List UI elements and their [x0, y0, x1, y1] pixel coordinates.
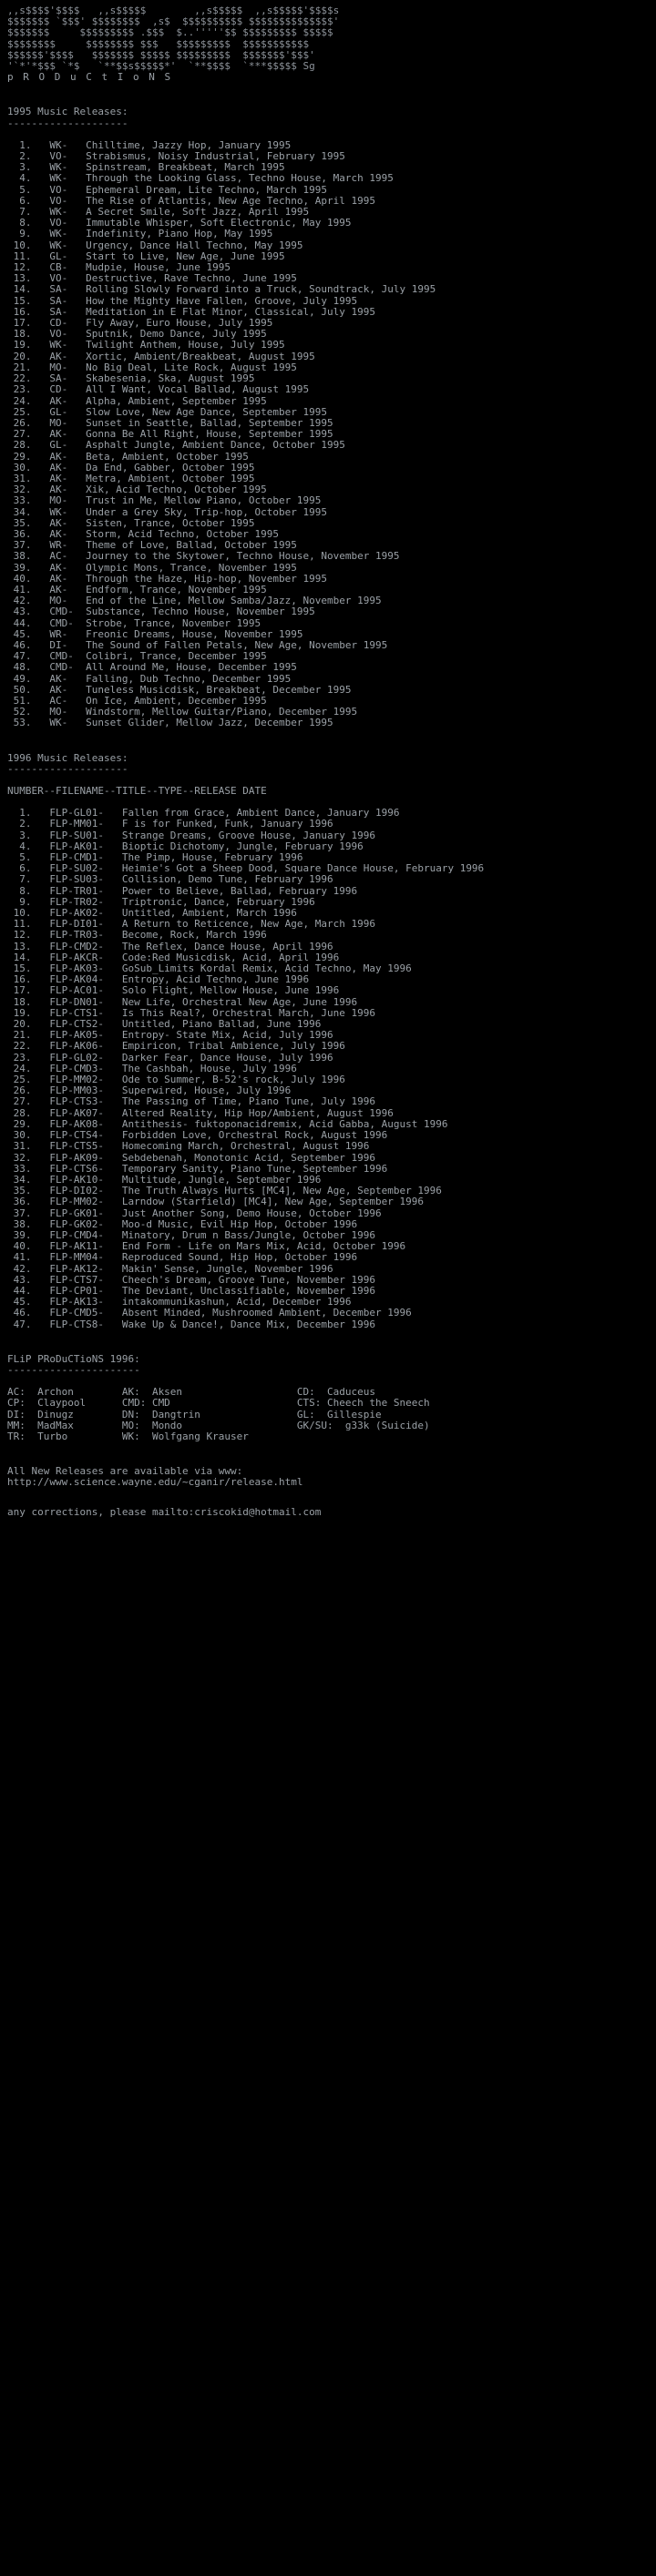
- list-item: 43. CMD- Substance, Techno House, November 1995: [7, 606, 315, 618]
- list-item: 1. FLP-GL01- Fallen from Grace, Ambient Dance, January 1996: [7, 807, 400, 820]
- list-item: 45. WR- Freonic Dreams, House, November 1995: [7, 627, 303, 640]
- list-item: 33. FLP-CTS6- Temporary Sanity, Piano Tune, September 1996: [7, 1162, 388, 1175]
- section-title-1996: 1996 Music Releases:: [7, 751, 128, 764]
- list-item: 30. AK- Da End, Gabber, October 1995: [7, 461, 255, 473]
- list-item: 8. FLP-TR01- Power to Believe, Ballad, February 1996: [7, 884, 358, 897]
- logo-line-3: $$$$$$$ $$$$$$$$$ .$$$ $..'''''$$ $$$$$$$$$ $$$$$: [7, 26, 333, 39]
- list-item: 26. FLP-MM03- Superwired, House, July 1996: [7, 1084, 292, 1097]
- list-item: 19. FLP-CTS1- Is This Real?, Orchestral March, June 1996: [7, 1006, 375, 1019]
- list-item: 45. FLP-AK13- intakommunikashun, Acid, December 1996: [7, 1296, 352, 1308]
- credits-rule: ----------------------: [7, 1363, 140, 1376]
- list-item: 15. FLP-AK03- GoSub_Limits Kordal Remix, Acid Techno, May 1996: [7, 962, 412, 975]
- credits-title: FLiP PRoDuCTioNS 1996:: [7, 1352, 140, 1365]
- section-rule-1996: --------------------: [7, 762, 128, 775]
- list-item: 50. AK- Tuneless Musicdisk, Breakbeat, December 1995: [7, 683, 352, 696]
- list-item: 28. FLP-AK07- Altered Reality, Hip Hop/Ambient, August 1996: [7, 1106, 394, 1119]
- list-item: 25. FLP-MM02- Ode to Summer, B-52's rock, July 1996: [7, 1074, 345, 1086]
- credits-line: TR: Turbo WK: Wolfgang Krauser: [7, 1430, 249, 1442]
- list-item: 21. FLP-AK05- Entropy- State Mix, Acid, July 1996: [7, 1029, 333, 1042]
- release-list-1996: [7, 808, 649, 1330]
- list-item: 1. WK- Chilltime, Jazzy Hop, January 1995: [7, 138, 292, 151]
- list-item: 53. WK- Sunset Glider, Mellow Jazz, December 1995: [7, 717, 333, 729]
- list-item: 34. FLP-AK10- Multitude, Jungle, September 1996: [7, 1173, 322, 1186]
- list-item: 29. AK- Beta, Ambient, October 1995: [7, 450, 249, 463]
- column-header-1996: NUMBER--FILENAME--TITLE--TYPE--RELEASE DATE: [7, 785, 267, 797]
- list-item: 3. FLP-SU01- Strange Dreams, Groove House, January 1996: [7, 829, 375, 841]
- list-item: 24. AK- Alpha, Ambient, September 1995: [7, 394, 267, 407]
- credits-line: AC: Archon AK: Aksen CD: Caduceus: [7, 1386, 375, 1399]
- list-item: 46. FLP-CMD5- Absent Minded, Mushroomed Ambient, December 1996: [7, 1307, 412, 1319]
- artist-abbreviation-key: [7, 1387, 649, 1442]
- list-item: 46. DI- The Sound of Fallen Petals, New Age, November 1995: [7, 638, 388, 651]
- list-item: 42. FLP-AK12- Makin' Sense, Jungle, November 1996: [7, 1262, 333, 1275]
- list-item: 8. VO- Immutable Whisper, Soft Electronic, May 1995: [7, 217, 352, 229]
- list-item: 9. FLP-TR02- Triptronic, Dance, February 1996: [7, 895, 315, 908]
- list-item: 36. AK- Storm, Acid Techno, October 1995: [7, 527, 280, 540]
- list-item: 24. FLP-CMD3- The Cashbah, House, July 1996: [7, 1062, 297, 1074]
- list-item: 22. SA- Skabesenia, Ska, August 1995: [7, 372, 255, 385]
- list-item: 29. FLP-AK08- Antithesis- fuktoponacidremix, Acid Gabba, August 1996: [7, 1117, 448, 1130]
- list-item: 38. AC- Journey to the Skytower, Techno House, November 1995: [7, 550, 400, 563]
- list-item: 26. MO- Sunset in Seattle, Ballad, September 1995: [7, 416, 333, 429]
- logo-line-6: '`*'*$$$ `*$ `**$$s$$$$$*' `**$$$$ `***$$$$$ Sg: [7, 60, 315, 73]
- list-item: 52. MO- Windstorm, Mellow Guitar/Piano, December 1995: [7, 706, 358, 718]
- list-item: 19. WK- Twilight Anthem, House, July 1995: [7, 339, 285, 351]
- list-item: 25. GL- Slow Love, New Age Dance, September 1995: [7, 405, 327, 418]
- list-item: 15. SA- How the Mighty Have Fallen, Groove, July 1995: [7, 294, 358, 307]
- list-item: 10. WK- Urgency, Dance Hall Techno, May 1995: [7, 239, 303, 251]
- list-item: 3. WK- Spinstream, Breakbeat, March 1995: [7, 161, 285, 174]
- list-item: 27. AK- Gonna Be All Right, House, September 1995: [7, 428, 333, 441]
- list-item: 36. FLP-MM02- Larndow (Starfield) [MC4], New Age, September 1996: [7, 1196, 424, 1208]
- list-item: 12. CB- Mudpie, House, June 1995: [7, 261, 231, 274]
- flip-productions-ascii-logo: [7, 5, 649, 83]
- credits-line: CP: Claypool CMD: CMD CTS: Cheech the Sneech: [7, 1397, 430, 1410]
- list-item: 42. MO- End of the Line, Mellow Samba/Jazz, November 1995: [7, 595, 382, 607]
- list-item: 13. VO- Destructive, Rave Techno, June 1995: [7, 272, 297, 285]
- list-item: 2. FLP-MM01- F is for Funked, Funk, January 1996: [7, 818, 333, 830]
- corrections-note[interactable]: any corrections, please mailto:criscokid@hotmail.com: [7, 1505, 322, 1518]
- list-item: 6. FLP-SU02- Heimie's Got a Sheep Dood, Square Dance House, February 1996: [7, 862, 485, 875]
- list-item: 17. FLP-AC01- Solo Flight, Mellow House, June 1996: [7, 984, 340, 997]
- list-item: 10. FLP-AK02- Untitled, Ambient, March 1996: [7, 907, 297, 920]
- credits-line: MM: MadMax MO: Mondo GK/SU: g33k (Suicide): [7, 1419, 430, 1431]
- list-item: 41. FLP-MM04- Reproduced Sound, Hip Hop, October 1996: [7, 1251, 358, 1264]
- list-item: 22. FLP-AK06- Empiricon, Tribal Ambience, July 1996: [7, 1040, 345, 1053]
- list-item: 40. FLP-AK11- End Form - Life on Mars Mix, Acid, October 1996: [7, 1240, 406, 1253]
- list-item: 27. FLP-CTS3- The Passing of Time, Piano Tune, July 1996: [7, 1095, 375, 1108]
- list-item: 17. CD- Fly Away, Euro House, July 1995: [7, 317, 273, 330]
- credits-line: DI: Dinugz DN: Dangtrin GL: Gillespie: [7, 1408, 382, 1420]
- list-item: 28. GL- Asphalt Jungle, Ambient Dance, October 1995: [7, 439, 345, 452]
- section-title-1995: 1995 Music Releases:: [7, 106, 128, 118]
- logo-line-4: $$$$$$$$ $$$$$$$$ $$$ $$$$$$$$$ $$$$$$$$$$$: [7, 37, 310, 50]
- list-item: 21. MO- No Big Deal, Lite Rock, August 1995: [7, 361, 297, 373]
- list-item: 30. FLP-CTS4- Forbidden Love, Orchestral Rock, August 1996: [7, 1129, 388, 1142]
- list-item: 47. FLP-CTS8- Wake Up & Dance!, Dance Mix, December 1996: [7, 1318, 375, 1330]
- list-item: 40. AK- Through the Haze, Hip-hop, November 1995: [7, 572, 327, 585]
- list-item: 35. AK- Sisten, Trance, October 1995: [7, 516, 255, 529]
- list-item: 16. SA- Meditation in E Flat Minor, Classical, July 1995: [7, 305, 375, 318]
- logo-subtitle: p R O D u C t I o N S: [7, 71, 173, 84]
- list-item: 7. FLP-SU03- Collision, Demo Tune, February 1996: [7, 873, 333, 886]
- list-item: 41. AK- Endform, Trance, November 1995: [7, 583, 267, 596]
- list-item: 34. WK- Under a Grey Sky, Trip-hop, October 1995: [7, 505, 327, 518]
- list-item: 6. VO- The Rise of Atlantis, New Age Techno, April 1995: [7, 194, 375, 207]
- releases-url[interactable]: http://www.science.wayne.edu/~cganir/release.html: [7, 1476, 303, 1489]
- list-item: 16. FLP-AK04- Entropy, Acid Techno, June 1996: [7, 973, 310, 986]
- list-item: 11. GL- Start to Live, New Age, June 1995: [7, 249, 285, 262]
- list-item: 18. VO- Sputnik, Demo Dance, July 1995: [7, 328, 267, 341]
- list-item: 38. FLP-GK02- Moo-d Music, Evil Hip Hop, October 1996: [7, 1217, 358, 1230]
- list-item: 5. FLP-CMD1- The Pimp, House, February 1996: [7, 851, 303, 864]
- list-item: 31. FLP-CTS5- Homecoming March, Orchestral, August 1996: [7, 1140, 370, 1153]
- list-item: 7. WK- A Secret Smile, Soft Jazz, April 1995: [7, 206, 310, 219]
- logo-line-5: $$$$$$'$$$$ $$$$$$$ $$$$$ $$$$$$$$$ $$$$$$$'$$$': [7, 48, 315, 61]
- list-item: 48. CMD- All Around Me, House, December 1995: [7, 661, 297, 674]
- logo-line-2: $$$$$$$ `$$$' $$$$$$$$ ,s$ $$$$$$$$$$ $$$$$$$$$$$$$$': [7, 15, 340, 28]
- list-item: 47. CMD- Colibri, Trance, December 1995: [7, 650, 267, 663]
- list-item: 23. FLP-GL02- Darker Fear, Dance House, July 1996: [7, 1051, 333, 1064]
- list-item: 49. AK- Falling, Dub Techno, December 1995: [7, 672, 292, 685]
- list-item: 44. FLP-CP01- The Deviant, Unclassifiable, November 1996: [7, 1284, 375, 1297]
- list-item: 39. FLP-CMD4- Minatory, Drum n Bass/Jungle, October 1996: [7, 1228, 375, 1241]
- list-item: 20. AK- Xortic, Ambient/Breakbeat, August 1995: [7, 350, 315, 362]
- section-rule-1995: --------------------: [7, 117, 128, 129]
- list-item: 43. FLP-CTS7- Cheech's Dream, Groove Tune, November 1996: [7, 1273, 375, 1286]
- list-item: 20. FLP-CTS2- Untitled, Piano Ballad, June 1996: [7, 1018, 322, 1031]
- list-item: 37. WR- Theme of Love, Ballad, October 1995: [7, 539, 297, 552]
- list-item: 33. MO- Trust in Me, Mellow Piano, October 1995: [7, 494, 322, 507]
- list-item: 31. AK- Metra, Ambient, October 1995: [7, 472, 255, 484]
- list-item: 9. WK- Indefinity, Piano Hop, May 1995: [7, 228, 273, 240]
- list-item: 44. CMD- Strobe, Trance, November 1995: [7, 616, 261, 629]
- list-item: 14. FLP-AKCR- Code:Red Musicdisk, Acid, April 1996: [7, 951, 340, 963]
- list-item: 32. AK- Xik, Acid Techno, October 1995: [7, 484, 267, 496]
- list-item: 35. FLP-DI02- The Truth Always Hurts [MC4], New Age, September 1996: [7, 1185, 442, 1197]
- list-item: 11. FLP-DI01- A Return to Reticence, New Age, March 1996: [7, 918, 375, 931]
- list-item: 4. WK- Through the Looking Glass, Techno House, March 1995: [7, 172, 394, 185]
- release-list-1995: [7, 140, 649, 729]
- list-item: 39. AK- Olympic Mons, Trance, November 1995: [7, 561, 297, 574]
- list-item: 14. SA- Rolling Slowly Forward into a Truck, Soundtrack, July 1995: [7, 283, 436, 296]
- releases-availability-note: All New Releases are available via www:: [7, 1465, 243, 1478]
- list-item: 51. AC- On Ice, Ambient, December 1995: [7, 694, 267, 707]
- list-item: 23. CD- All I Want, Vocal Ballad, August 1995: [7, 383, 310, 396]
- logo-line-1: ,,s$$$$'$$$$ ,,s$$$$$ ,,s$$$$$ ,,s$$$$$'$$$$s: [7, 5, 340, 16]
- list-item: 18. FLP-DN01- New Life, Orchestral New Age, June 1996: [7, 995, 358, 1008]
- list-item: 2. VO- Strabismus, Noisy Industrial, February 1995: [7, 150, 345, 163]
- list-item: 5. VO- Ephemeral Dream, Lite Techno, March 1995: [7, 183, 327, 196]
- list-item: 37. FLP-GK01- Just Another Song, Demo House, October 1996: [7, 1207, 382, 1219]
- list-item: 32. FLP-AK09- Sebdebenah, Monotonic Acid, September 1996: [7, 1151, 375, 1164]
- list-item: 12. FLP-TR03- Become, Rock, March 1996: [7, 929, 267, 942]
- list-item: 4. FLP-AK01- Bioptic Dichotomy, Jungle, February 1996: [7, 840, 364, 852]
- list-item: 13. FLP-CMD2- The Reflex, Dance House, April 1996: [7, 940, 333, 952]
